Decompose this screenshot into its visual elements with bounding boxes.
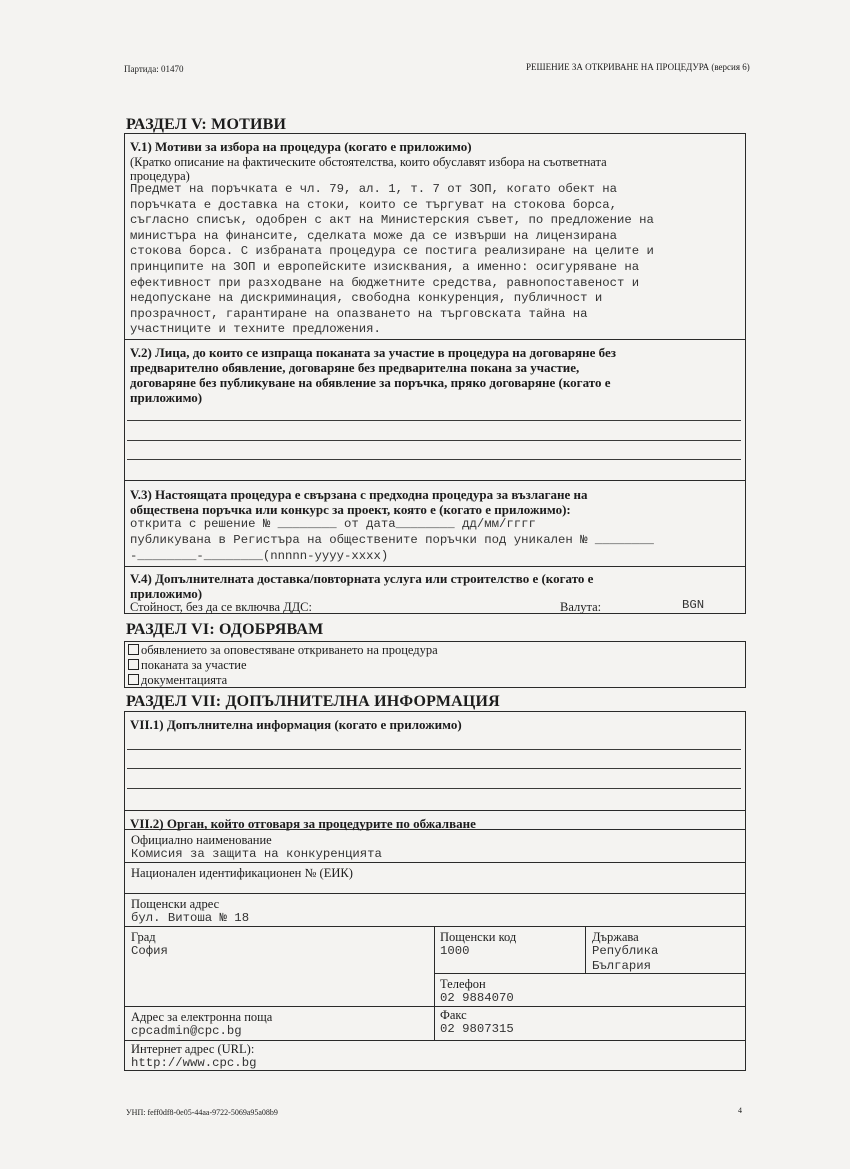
page-number: 4: [738, 1106, 742, 1115]
checkbox[interactable]: [128, 644, 139, 655]
email-value: cpcadmin@cpc.bg: [131, 1024, 242, 1038]
approve-invitation-option[interactable]: [128, 658, 247, 673]
divider: [124, 926, 746, 927]
v1-body-line: принципите на ЗОП и европейските изисквания, а именно: осигуряване на: [130, 259, 640, 274]
divider: [124, 893, 746, 894]
v4-currency-value: BGN: [682, 598, 705, 612]
approve-notice-option[interactable]: [128, 643, 438, 658]
v1-body-line: министъра на финансите, сделката може да се извърши на лицензирана: [130, 228, 618, 243]
v2-heading: [130, 345, 616, 405]
v1-body-line: поръчката е доставка на стоки, които се търгуват на стокова борса,: [130, 197, 618, 212]
vii1-heading: VII.1) Допълнителна информация (когато е приложимо): [130, 717, 462, 732]
approve-documentation-option[interactable]: [128, 673, 227, 688]
approve-invitation-label: поканата за участие: [141, 658, 247, 672]
v3-decision-line: открита с решение № ________ от дата________ дд/мм/гггг: [130, 517, 536, 531]
divider: [124, 829, 746, 830]
phone-label: Телефон: [440, 977, 486, 991]
v1-body-line: прозрачност, гарантиране на опазването на търговската тайна на: [130, 306, 588, 321]
checkbox[interactable]: [128, 674, 139, 685]
postcode-value: 1000: [440, 944, 470, 958]
v3-heading-line: V.3) Настоящата процедура е свързана с предходна процедура за възлагане на: [130, 487, 588, 502]
v3-format-line: -________-________(nnnnn-yyyy-xxxx): [130, 549, 389, 563]
checkbox[interactable]: [128, 659, 139, 670]
address-label: Пощенски адрес: [131, 897, 220, 911]
vii1-fill-line: [127, 788, 741, 789]
vii1-fill-line: [127, 749, 741, 750]
v3-register-line: публикувана в Регистъра на обществените поръчки под уникален № ________: [130, 533, 654, 547]
divider: [124, 810, 746, 811]
vii1-fill-line: [127, 768, 741, 769]
address-value: бул. Витоша № 18: [131, 911, 250, 925]
section-vii-title: РАЗДЕЛ VII: ДОПЪЛНИТЕЛНА ИНФОРМАЦИЯ: [126, 693, 500, 710]
divider: [124, 566, 746, 567]
section-v-title: РАЗДЕЛ V: МОТИВИ: [126, 116, 287, 133]
divider: [124, 1040, 746, 1041]
fax-label: Факс: [440, 1008, 467, 1022]
city-label: Град: [131, 930, 156, 944]
url-label: Интернет адрес (URL):: [131, 1042, 255, 1056]
column-divider: [434, 926, 435, 1040]
url-value[interactable]: http://www.cpc.bg: [131, 1056, 257, 1070]
v1-body: [130, 182, 654, 338]
country-value-line1: Република: [592, 944, 659, 958]
column-divider: [585, 926, 586, 973]
v2-fill-line: [127, 440, 741, 441]
batch-number: Партида: 01470: [124, 64, 184, 74]
divider: [124, 1006, 746, 1007]
divider: [124, 862, 746, 863]
divider: [124, 480, 746, 481]
email-label: Адрес за електронна поща: [131, 1010, 273, 1024]
v3-heading: [130, 487, 588, 517]
postcode-label: Пощенски код: [440, 930, 517, 944]
v1-heading: V.1) Мотиви за избора на процедура (когато е приложимо): [130, 139, 472, 154]
v1-body-line: Предмет на поръчката е чл. 79, ал. 1, т. 7 от ЗОП, когато обект на: [130, 182, 618, 196]
official-name-value: Комисия за защита на конкуренцията: [131, 847, 382, 861]
v1-body-line: съгласно списък, одобрен с акт на Министерския съвет, по предложение на: [130, 213, 654, 228]
v4-heading: [130, 571, 593, 601]
eik-label: Национален идентификационен № (ЕИК): [131, 866, 353, 880]
v1-body-line: недопускане на дискриминация, свободна конкуренция, публичност и: [130, 291, 603, 306]
v1-subheading-1: (Кратко описание на фактическите обстоятелства, които обуславят избора на съответната: [130, 155, 607, 169]
city-value: София: [131, 944, 168, 958]
phone-value: 02 9884070: [440, 991, 514, 1005]
divider: [124, 339, 746, 340]
official-name-label: Официално наименование: [131, 833, 272, 847]
country-value-line2: България: [592, 959, 652, 973]
v4-heading-line: V.4) Допълнителната доставка/повторната услуга или строителство е (когато е: [130, 571, 594, 586]
v1-subheading-2: процедура): [130, 169, 190, 183]
divider: [434, 973, 746, 974]
v2-heading-line: договаряне без публикуване на обявление за поръчка, пряко договаряне (когато е: [130, 375, 611, 390]
v2-fill-line: [127, 420, 741, 421]
v3-heading-line: обществена поръчка или конкурс за проект, която е (когато е приложимо):: [130, 502, 571, 517]
v1-body-line: ефективност при разходване на бюджетните средства, равнопоставеност и: [130, 275, 640, 290]
v4-value-label: Стойност, без да се включва ДДС:: [130, 600, 312, 614]
approve-documentation-label: документацията: [141, 673, 228, 687]
v1-body-line: участниците и техните предложения.: [130, 322, 381, 337]
fax-value: 02 9807315: [440, 1022, 514, 1036]
approve-notice-label: обявлението за оповестяване откриването на процедура: [141, 643, 438, 657]
v2-fill-line: [127, 459, 741, 460]
country-label: Държава: [592, 930, 639, 944]
v1-body-line: стокова борса. С избраната процедура се постига реализиране на целите и: [130, 244, 654, 259]
unp-identifier: УНП: feff0df8-0e05-44aa-9722-5069a95a08b9: [126, 1108, 278, 1117]
v2-heading-line: V.2) Лица, до които се изпраща поканата за участие в процедура на договаряне без: [130, 345, 616, 360]
vii2-heading: VII.2) Орган, който отговаря за процедурите по обжалване: [130, 816, 476, 831]
v4-heading-line: приложимо): [130, 586, 203, 601]
v4-currency-label: Валута:: [560, 600, 602, 614]
v2-heading-line: предварително обявление, договаряне без предварителна покана за участие,: [130, 360, 580, 375]
section-vi-title: РАЗДЕЛ VI: ОДОБРЯВАМ: [126, 621, 324, 638]
v2-heading-line: приложимо): [130, 390, 203, 405]
document-title-header: РЕШЕНИЕ ЗА ОТКРИВАНЕ НА ПРОЦЕДУРА (версия 6): [526, 62, 750, 72]
